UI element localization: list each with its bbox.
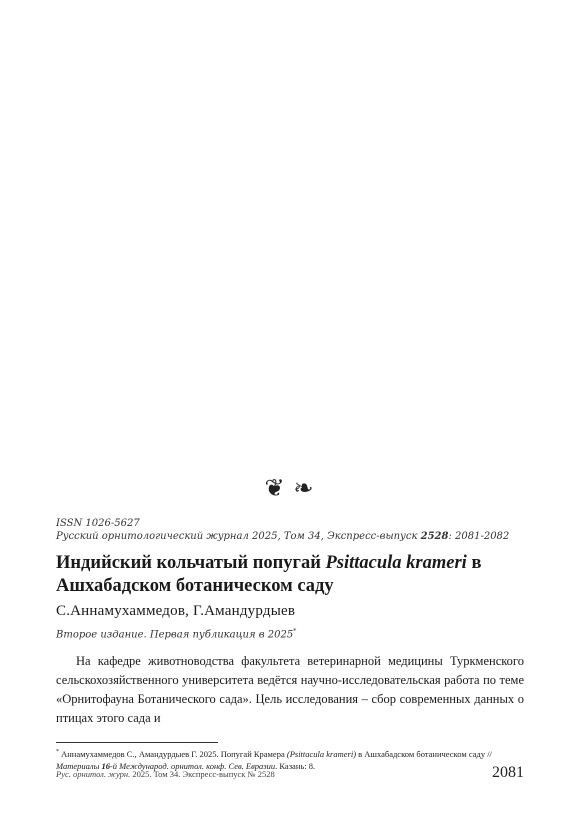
issue-number: 2528 [420, 531, 449, 542]
footnote-text-a: Аннамухаммедов С., Амандурдыев Г. 2025. Попугай Крамера [59, 748, 287, 759]
footnote-conf-title: -й Международ. орнитол. конф. Сев. Евразии [109, 760, 276, 771]
footnote-text-d: . Казань: 8. [275, 760, 316, 771]
issn: ISSN 1026-5627 [56, 518, 140, 529]
title-part-1: Индийский кольчатый попугай [56, 553, 326, 573]
page-number: 2081 [492, 764, 524, 781]
footnote-text-b: в Ашхабадском ботаническом саду // [356, 748, 492, 759]
journal-citation [56, 531, 509, 542]
body-text [56, 652, 524, 728]
running-footer [56, 769, 275, 779]
footnote-materials: Материалы [56, 760, 102, 771]
ornament-glyphs: ❦ ❧ [264, 474, 316, 502]
title-part-2: в Ашхабадском ботаническом саду [56, 553, 482, 596]
journal-prefix: Русский орнитологический журнал 2025, Том 34, Экспресс-выпуск [56, 531, 421, 542]
paragraph: На кафедре животноводства факультета ветеринарной медицины Туркменского сельскохозяйственного университета ведётся научно-исследовательская работа по теме «Орнитофауна Ботанического сада». Цель исследования – сбор современных данных о птицах этого сада и [56, 654, 524, 725]
footnote-mark: * [56, 749, 59, 755]
footnote-latin: (Psittacula krameri) [286, 748, 357, 759]
title-latin-name: Psittacula krameri [325, 553, 467, 573]
footnote-conf-number: 16 [101, 760, 110, 771]
edition-note [56, 628, 296, 640]
footnote [56, 746, 526, 772]
footer-journal: Рус. орнитол. журн. [56, 769, 131, 779]
page-range: : 2081-2082 [448, 531, 510, 542]
footnote-divider [56, 742, 218, 743]
edition-footnote-mark: * [293, 628, 297, 635]
edition-text: Второе издание. Первая публикация в 2025 [56, 629, 294, 641]
footer-issue: 2025. Том 34. Экспресс-выпуск № 2528 [130, 769, 275, 779]
article-title [56, 552, 526, 598]
authors: С.Аннамухаммедов, Г.Амандурдыев [56, 603, 296, 619]
section-ornament [0, 474, 580, 502]
